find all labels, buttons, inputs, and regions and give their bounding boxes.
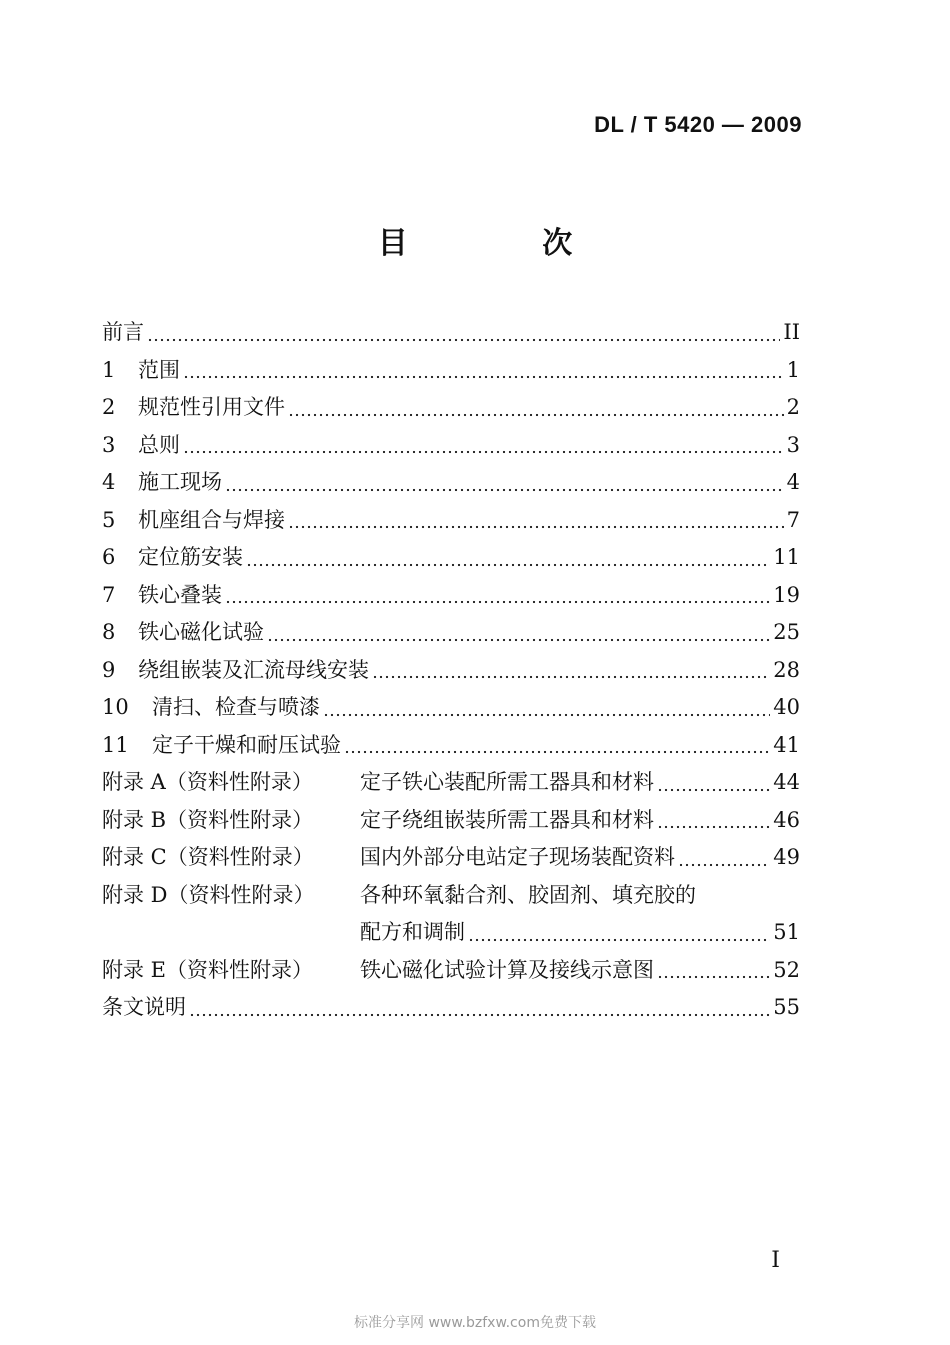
- toc-entry-chapter[interactable]: [102, 502, 800, 540]
- toc-page: 41: [773, 732, 800, 757]
- toc-label: 条文说明: [102, 995, 186, 1019]
- toc-label: 各种环氧黏合剂、胶固剂、填充胶的: [360, 882, 696, 907]
- leader-dots: [183, 375, 784, 379]
- toc-entry-chapter[interactable]: [102, 727, 800, 765]
- leader-dots: [657, 975, 770, 979]
- toc-page: 7: [786, 507, 800, 532]
- page-number: I: [771, 1248, 780, 1273]
- toc-entry-chapter[interactable]: [102, 577, 800, 615]
- toc-number: 10: [102, 695, 129, 719]
- toc-entry-appendix[interactable]: [102, 877, 800, 915]
- toc-number: 3: [102, 432, 116, 457]
- toc-label: 铁心叠装: [138, 582, 222, 607]
- toc-entry-chapter[interactable]: [102, 352, 800, 390]
- toc-page: 40: [773, 695, 800, 719]
- toc-page: 28: [773, 657, 800, 682]
- toc-label: 总则: [138, 432, 180, 457]
- toc-number: 9: [102, 657, 116, 682]
- toc-number: 11: [102, 732, 129, 757]
- toc-number: 5: [102, 507, 116, 532]
- toc-page: 4: [786, 470, 800, 494]
- leader-dots: [372, 675, 770, 679]
- appendix-prefix: 附录 C（资料性附录）: [102, 845, 314, 869]
- toc-entry-appendix[interactable]: [102, 764, 800, 802]
- toc-label: 定子干燥和耐压试验: [152, 732, 341, 757]
- leader-dots: [147, 338, 780, 342]
- toc-page: 52: [773, 957, 800, 982]
- toc-label: 铁心磁化试验计算及接线示意图: [360, 957, 654, 982]
- toc-label: 定位筋安装: [138, 545, 243, 569]
- leader-dots: [657, 825, 770, 829]
- standard-code: DL / T 5420 — 2009: [594, 112, 802, 137]
- toc-number: 8: [102, 620, 116, 644]
- watermark-footer: 标准分享网 www.bzfxw.com免费下载: [354, 1315, 596, 1331]
- leader-dots: [323, 713, 770, 717]
- leader-dots: [183, 450, 784, 454]
- toc-label: 机座组合与焊接: [138, 507, 285, 532]
- toc-number: 4: [102, 470, 116, 494]
- leader-dots: [225, 488, 784, 492]
- leader-dots: [288, 413, 784, 417]
- toc-entry-preface[interactable]: [102, 314, 800, 352]
- toc-entry-appendix[interactable]: [102, 839, 800, 877]
- toc-label: 施工现场: [138, 470, 222, 494]
- toc-entry-appendix[interactable]: [102, 952, 800, 990]
- toc-label: 定子绕组嵌装所需工器具和材料: [360, 807, 654, 832]
- leader-dots: [246, 563, 770, 567]
- toc-number: 6: [102, 545, 116, 569]
- leader-dots: [468, 938, 770, 942]
- toc-entry-appendix-continued[interactable]: [102, 914, 800, 952]
- toc-entry-chapter[interactable]: [102, 539, 800, 577]
- appendix-prefix: 附录 E（资料性附录）: [102, 957, 314, 982]
- toc-label: 前言: [102, 320, 144, 344]
- toc-number: 7: [102, 582, 116, 607]
- toc-page: 51: [773, 920, 800, 944]
- leader-dots: [657, 788, 770, 792]
- toc-page: 49: [773, 845, 800, 869]
- toc-page: 11: [773, 545, 800, 569]
- appendix-prefix: 附录 B（资料性附录）: [102, 807, 314, 832]
- toc-page: 2: [786, 395, 800, 419]
- toc-label: 范围: [138, 357, 180, 382]
- toc-label-continued: 配方和调制: [360, 920, 465, 944]
- toc-entry-appendix[interactable]: [102, 802, 800, 840]
- toc-entry-chapter[interactable]: [102, 389, 800, 427]
- toc-label: 清扫、检查与喷漆: [152, 695, 320, 719]
- toc-page: 44: [773, 770, 800, 794]
- toc-page: 1: [786, 357, 800, 382]
- toc-entry-chapter[interactable]: [102, 652, 800, 690]
- table-of-contents: [102, 314, 800, 1027]
- toc-number: 2: [102, 395, 116, 419]
- leader-dots: [288, 525, 784, 529]
- toc-label: 国内外部分电站定子现场装配资料: [360, 845, 675, 869]
- toc-entry-chapter[interactable]: [102, 614, 800, 652]
- leader-dots: [678, 863, 770, 867]
- page-title: 目 次: [377, 226, 635, 261]
- appendix-prefix: 附录 A（资料性附录）: [102, 770, 313, 794]
- leader-dots: [225, 600, 770, 604]
- toc-entry-chapter[interactable]: [102, 464, 800, 502]
- toc-page: II: [783, 320, 800, 344]
- toc-page: 55: [773, 995, 800, 1019]
- toc-page: 19: [773, 582, 800, 607]
- toc-label: 铁心磁化试验: [138, 620, 264, 644]
- toc-label: 规范性引用文件: [138, 395, 285, 419]
- appendix-prefix: 附录 D（资料性附录）: [102, 882, 315, 907]
- leader-dots: [267, 638, 770, 642]
- leader-dots: [189, 1013, 770, 1017]
- toc-entry-chapter[interactable]: [102, 427, 800, 465]
- toc-label: 定子铁心装配所需工器具和材料: [360, 770, 654, 794]
- toc-page: 3: [786, 432, 800, 457]
- toc-page: 25: [773, 620, 800, 644]
- toc-entry-chapter[interactable]: [102, 689, 800, 727]
- toc-entry-explanation[interactable]: [102, 989, 800, 1027]
- leader-dots: [344, 750, 770, 754]
- toc-label: 绕组嵌装及汇流母线安装: [138, 657, 369, 682]
- toc-number: 1: [102, 357, 116, 382]
- toc-page: 46: [773, 807, 800, 832]
